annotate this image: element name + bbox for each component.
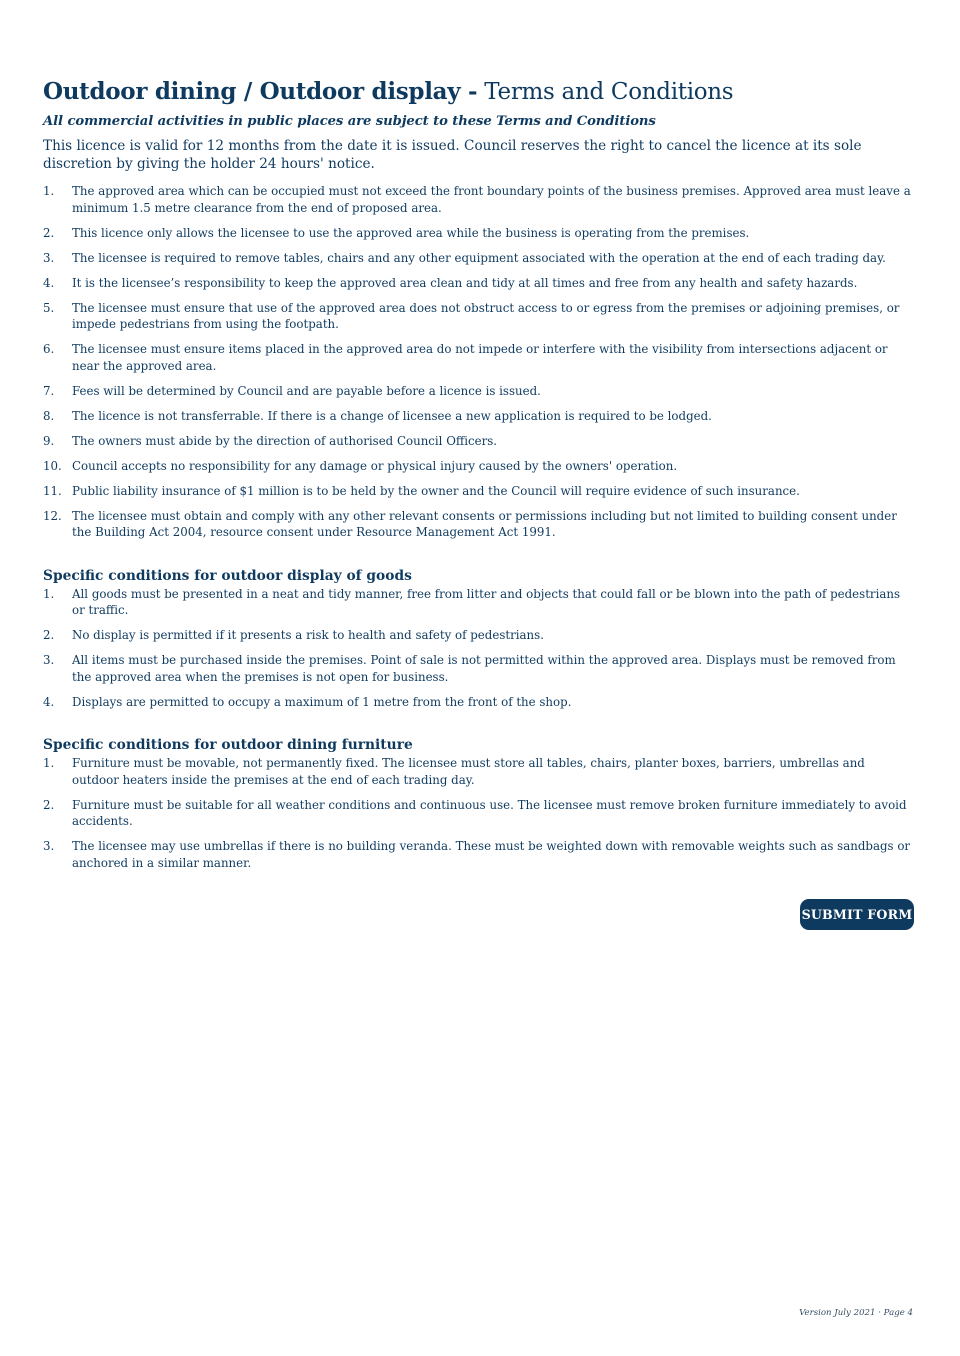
item-number: 12. — [43, 508, 62, 523]
list-item — [43, 797, 915, 830]
item-number: 4. — [43, 694, 55, 709]
list-item — [43, 341, 915, 374]
item-text: No display is permitted if it presents a risk to health and safety of pedestrians. — [72, 628, 544, 642]
item-number: 4. — [43, 275, 55, 290]
list-item — [43, 250, 915, 267]
display-section-heading: Specific conditions for outdoor display of goods — [43, 567, 412, 584]
item-text: The licensee must obtain and comply with any other relevant consents or permissions including but not limited to building consent under the Building Act 2004, resource consent under Resource Management Act 1991. — [72, 508, 897, 539]
item-number: 9. — [43, 433, 55, 448]
item-text: This licence only allows the licensee to use the approved area while the business is operating from the premises. — [72, 225, 750, 240]
item-number: 1. — [43, 586, 55, 601]
intro-paragraph: This licence is valid for 12 months from the date it is issued. Council reserves the right to cancel the licence at its sole discretion by giving the holder 24 hours' notice. — [43, 138, 862, 172]
list-item — [43, 275, 915, 292]
item-text: The licensee must ensure items placed in the approved area do not impede or interfere with the visibility from intersections adjacent or near the approved area. — [72, 342, 888, 373]
list-item — [43, 458, 915, 475]
item-text: Public liability insurance of $1 million is to be held by the owner and the Council will require evidence of such insurance. — [72, 483, 800, 498]
list-item — [43, 433, 915, 450]
list-item — [43, 755, 915, 788]
item-number: 3. — [43, 653, 55, 667]
item-text: All items must be purchased inside the premises. Point of sale is not permitted within the approved area. Displays must be removed from the approved area when the premises is not open for business. — [72, 653, 896, 684]
item-text: Furniture must be movable, not permanently fixed. The licensee must store all tables, chairs, planter boxes, barriers, umbrellas and outdoor heaters inside the premises at the end of each trading day. — [72, 756, 865, 787]
item-number: 2. — [43, 797, 55, 812]
item-text: The licensee is required to remove tables, chairs and any other equipment associated with the operation at the end of each trading day. — [72, 250, 886, 265]
list-item — [43, 383, 915, 400]
page-title-regular: Terms and Conditions — [484, 79, 734, 105]
list-item — [43, 694, 915, 711]
item-number: 6. — [43, 342, 55, 356]
list-item — [43, 225, 915, 242]
list-item — [43, 652, 915, 685]
item-number: 5. — [43, 300, 55, 315]
dining-section-heading: Specific conditions for outdoor dining furniture — [43, 737, 413, 753]
list-item — [43, 838, 915, 871]
page-footer: Version July 2021 · Page 4 — [799, 1308, 913, 1318]
item-number: 1. — [43, 184, 55, 198]
item-number: 2. — [43, 225, 55, 240]
item-number: 3. — [43, 250, 55, 265]
terms-page — [43, 76, 915, 880]
item-text: The owners must abide by the direction of authorised Council Officers. — [72, 433, 498, 448]
item-text: Fees will be determined by Council and are payable before a licence is issued. — [72, 383, 541, 398]
item-text: The licence is not transferrable. If there is a change of licensee a new application is required to be lodged. — [72, 408, 712, 423]
item-text: The licensee may use umbrellas if there is no building veranda. These must be weighted down with removable weights such as sandbags or anchored in a similar manner. — [72, 839, 911, 870]
item-number: 11. — [43, 483, 62, 498]
item-number: 7. — [43, 383, 55, 398]
list-item — [43, 627, 915, 644]
list-item — [43, 508, 915, 541]
dining-conditions-list — [43, 755, 915, 871]
page-title-bold: Outdoor dining / Outdoor display - — [43, 78, 478, 105]
list-item — [43, 586, 915, 619]
item-number: 2. — [43, 628, 55, 642]
page-subtitle: All commercial activities in public places are subject to these Terms and Conditions — [43, 114, 656, 129]
submit-form-button[interactable]: SUBMIT FORM — [800, 899, 914, 930]
item-text: The approved area which can be occupied must not exceed the front boundary points of the business premises. Approved area must leave a minimum 1.5 metre clearance from the end of proposed area. — [72, 184, 911, 215]
item-number: 8. — [43, 408, 55, 423]
list-item — [43, 408, 915, 425]
item-text: Furniture must be suitable for all weather conditions and continuous use. The licensee must remove broken furniture immediately to avoid accidents. — [72, 797, 907, 828]
general-terms-list — [43, 183, 915, 541]
display-conditions-list — [43, 586, 915, 711]
list-item — [43, 183, 915, 216]
item-number: 3. — [43, 839, 55, 853]
list-item — [43, 300, 915, 333]
item-text: All goods must be presented in a neat and tidy manner, free from litter and objects that could fall or be blown into the path of pedestrians or traffic. — [72, 586, 901, 617]
page-title — [43, 76, 915, 108]
item-number: 10. — [43, 458, 62, 473]
item-number: 1. — [43, 756, 55, 770]
item-text: The licensee must ensure that use of the approved area does not obstruct access to or egress from the premises or adjoining premises, or impede pedestrians from using the footpath. — [72, 300, 900, 331]
item-text: It is the licensee’s responsibility to keep the approved area clean and tidy at all times and free from any health and safety hazards. — [72, 275, 858, 290]
item-text: Council accepts no responsibility for any damage or physical injury caused by the owners' operation. — [72, 458, 678, 473]
item-text: Displays are permitted to occupy a maximum of 1 metre from the front of the shop. — [72, 694, 572, 709]
list-item — [43, 483, 915, 500]
